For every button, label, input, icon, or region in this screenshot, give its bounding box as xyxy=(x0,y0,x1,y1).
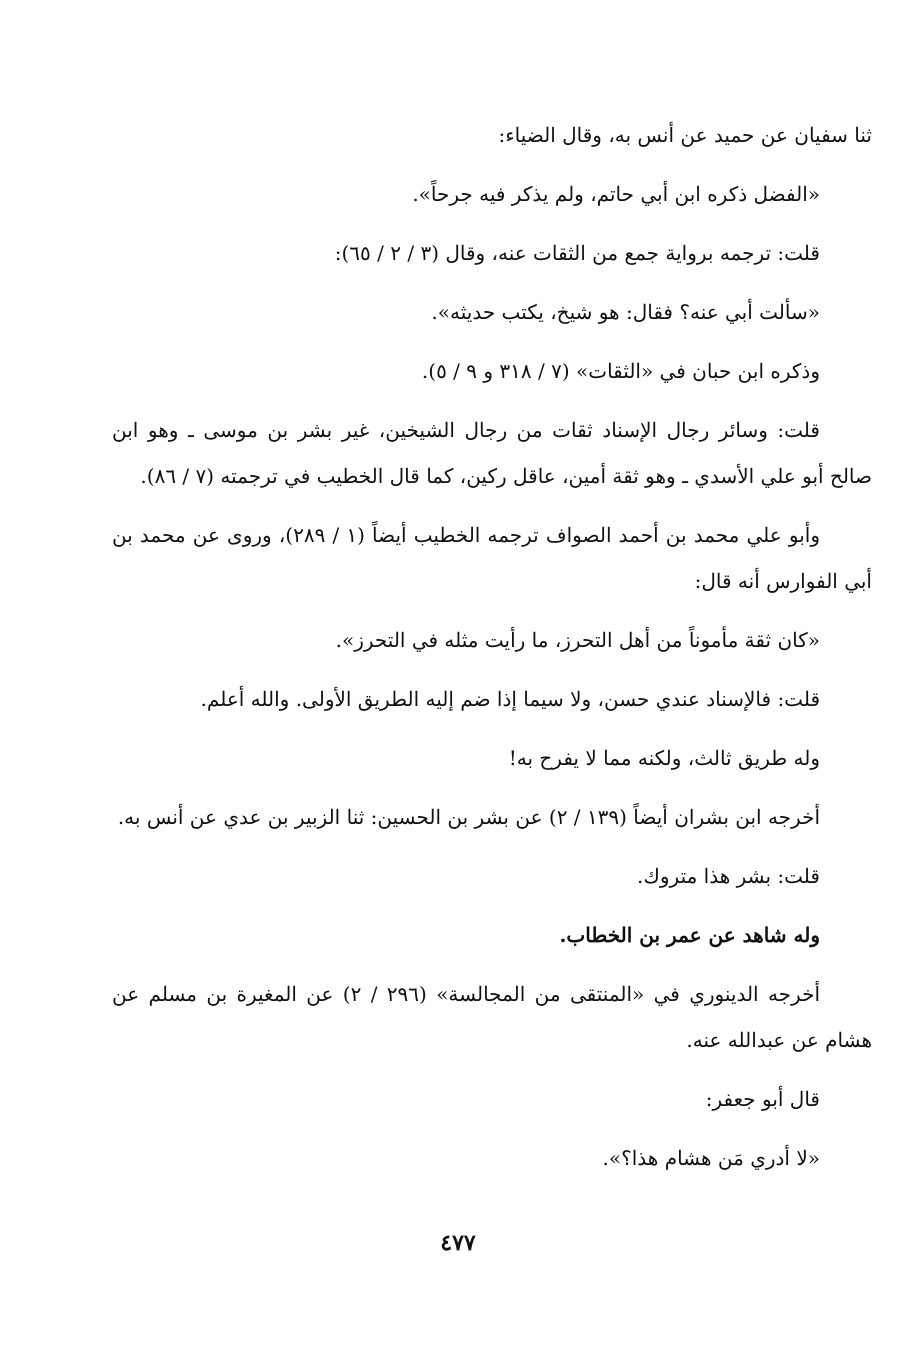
paragraph: وأبو علي محمد بن أحمد الصواف ترجمه الخطيب أيضاً (١ / ٢٨٩)، وروى عن محمد بن أبي الفوارس أنه قال: xyxy=(112,523,872,593)
paragraph: قلت: فالإسناد عندي حسن، ولا سيما إذا ضم إليه الطريق الأولى. والله أعلم. xyxy=(200,687,820,711)
paragraph: قلت: بشر هذا متروك. xyxy=(637,864,820,888)
paragraph: أخرجه ابن بشران أيضاً (١٣٩ / ٢) عن بشر بن الحسين: ثنا الزبير بن عدي عن أنس به. xyxy=(117,805,820,829)
paragraph: «سألت أبي عنه؟ فقال: هو شيخ، يكتب حديثه». xyxy=(431,300,820,324)
paragraph: وذكره ابن حبان في «الثقات» (٧ / ٣١٨ و ٩ / ٥). xyxy=(421,359,820,383)
paragraph: قلت: وسائر رجال الإسناد ثقات من رجال الشيخين، غير بشر بن موسى ـ وهو ابن صالح أبو علي الأسدي ـ وهو ثقة أمين، عاقل ركين، كما قال الخطيب في ترجمته (٧ / ٨٦). xyxy=(112,418,872,488)
section-heading: وله شاهد عن عمر بن الخطاب. xyxy=(559,923,820,947)
paragraph: ثنا سفيان عن حميد عن أنس به، وقال الضياء: xyxy=(498,123,872,147)
quote-paragraph: «كان ثقة مأموناً من أهل التحرز، ما رأيت مثله في التحرز». xyxy=(335,628,820,652)
page-number: ٤٧٧ xyxy=(440,1230,476,1256)
body-text xyxy=(112,112,872,1194)
paragraph: قال أبو جعفر: xyxy=(705,1087,820,1111)
quote-paragraph: «لا أدري مَن هشام هذا؟». xyxy=(602,1146,820,1170)
paragraph: «الفضل ذكره ابن أبي حاتم، ولم يذكر فيه جرحاً». xyxy=(412,182,820,206)
paragraph: أخرجه الدينوري في «المنتقى من المجالسة» (٢٩٦ / ٢) عن المغيرة بن مسلم عن هشام عن عبدالله عنه. xyxy=(112,982,872,1052)
paragraph: وله طريق ثالث، ولكنه مما لا يفرح به! xyxy=(508,746,820,770)
paragraph: قلت: ترجمه برواية جمع من الثقات عنه، وقال (٣ / ٢ / ٦٥): xyxy=(334,241,820,265)
